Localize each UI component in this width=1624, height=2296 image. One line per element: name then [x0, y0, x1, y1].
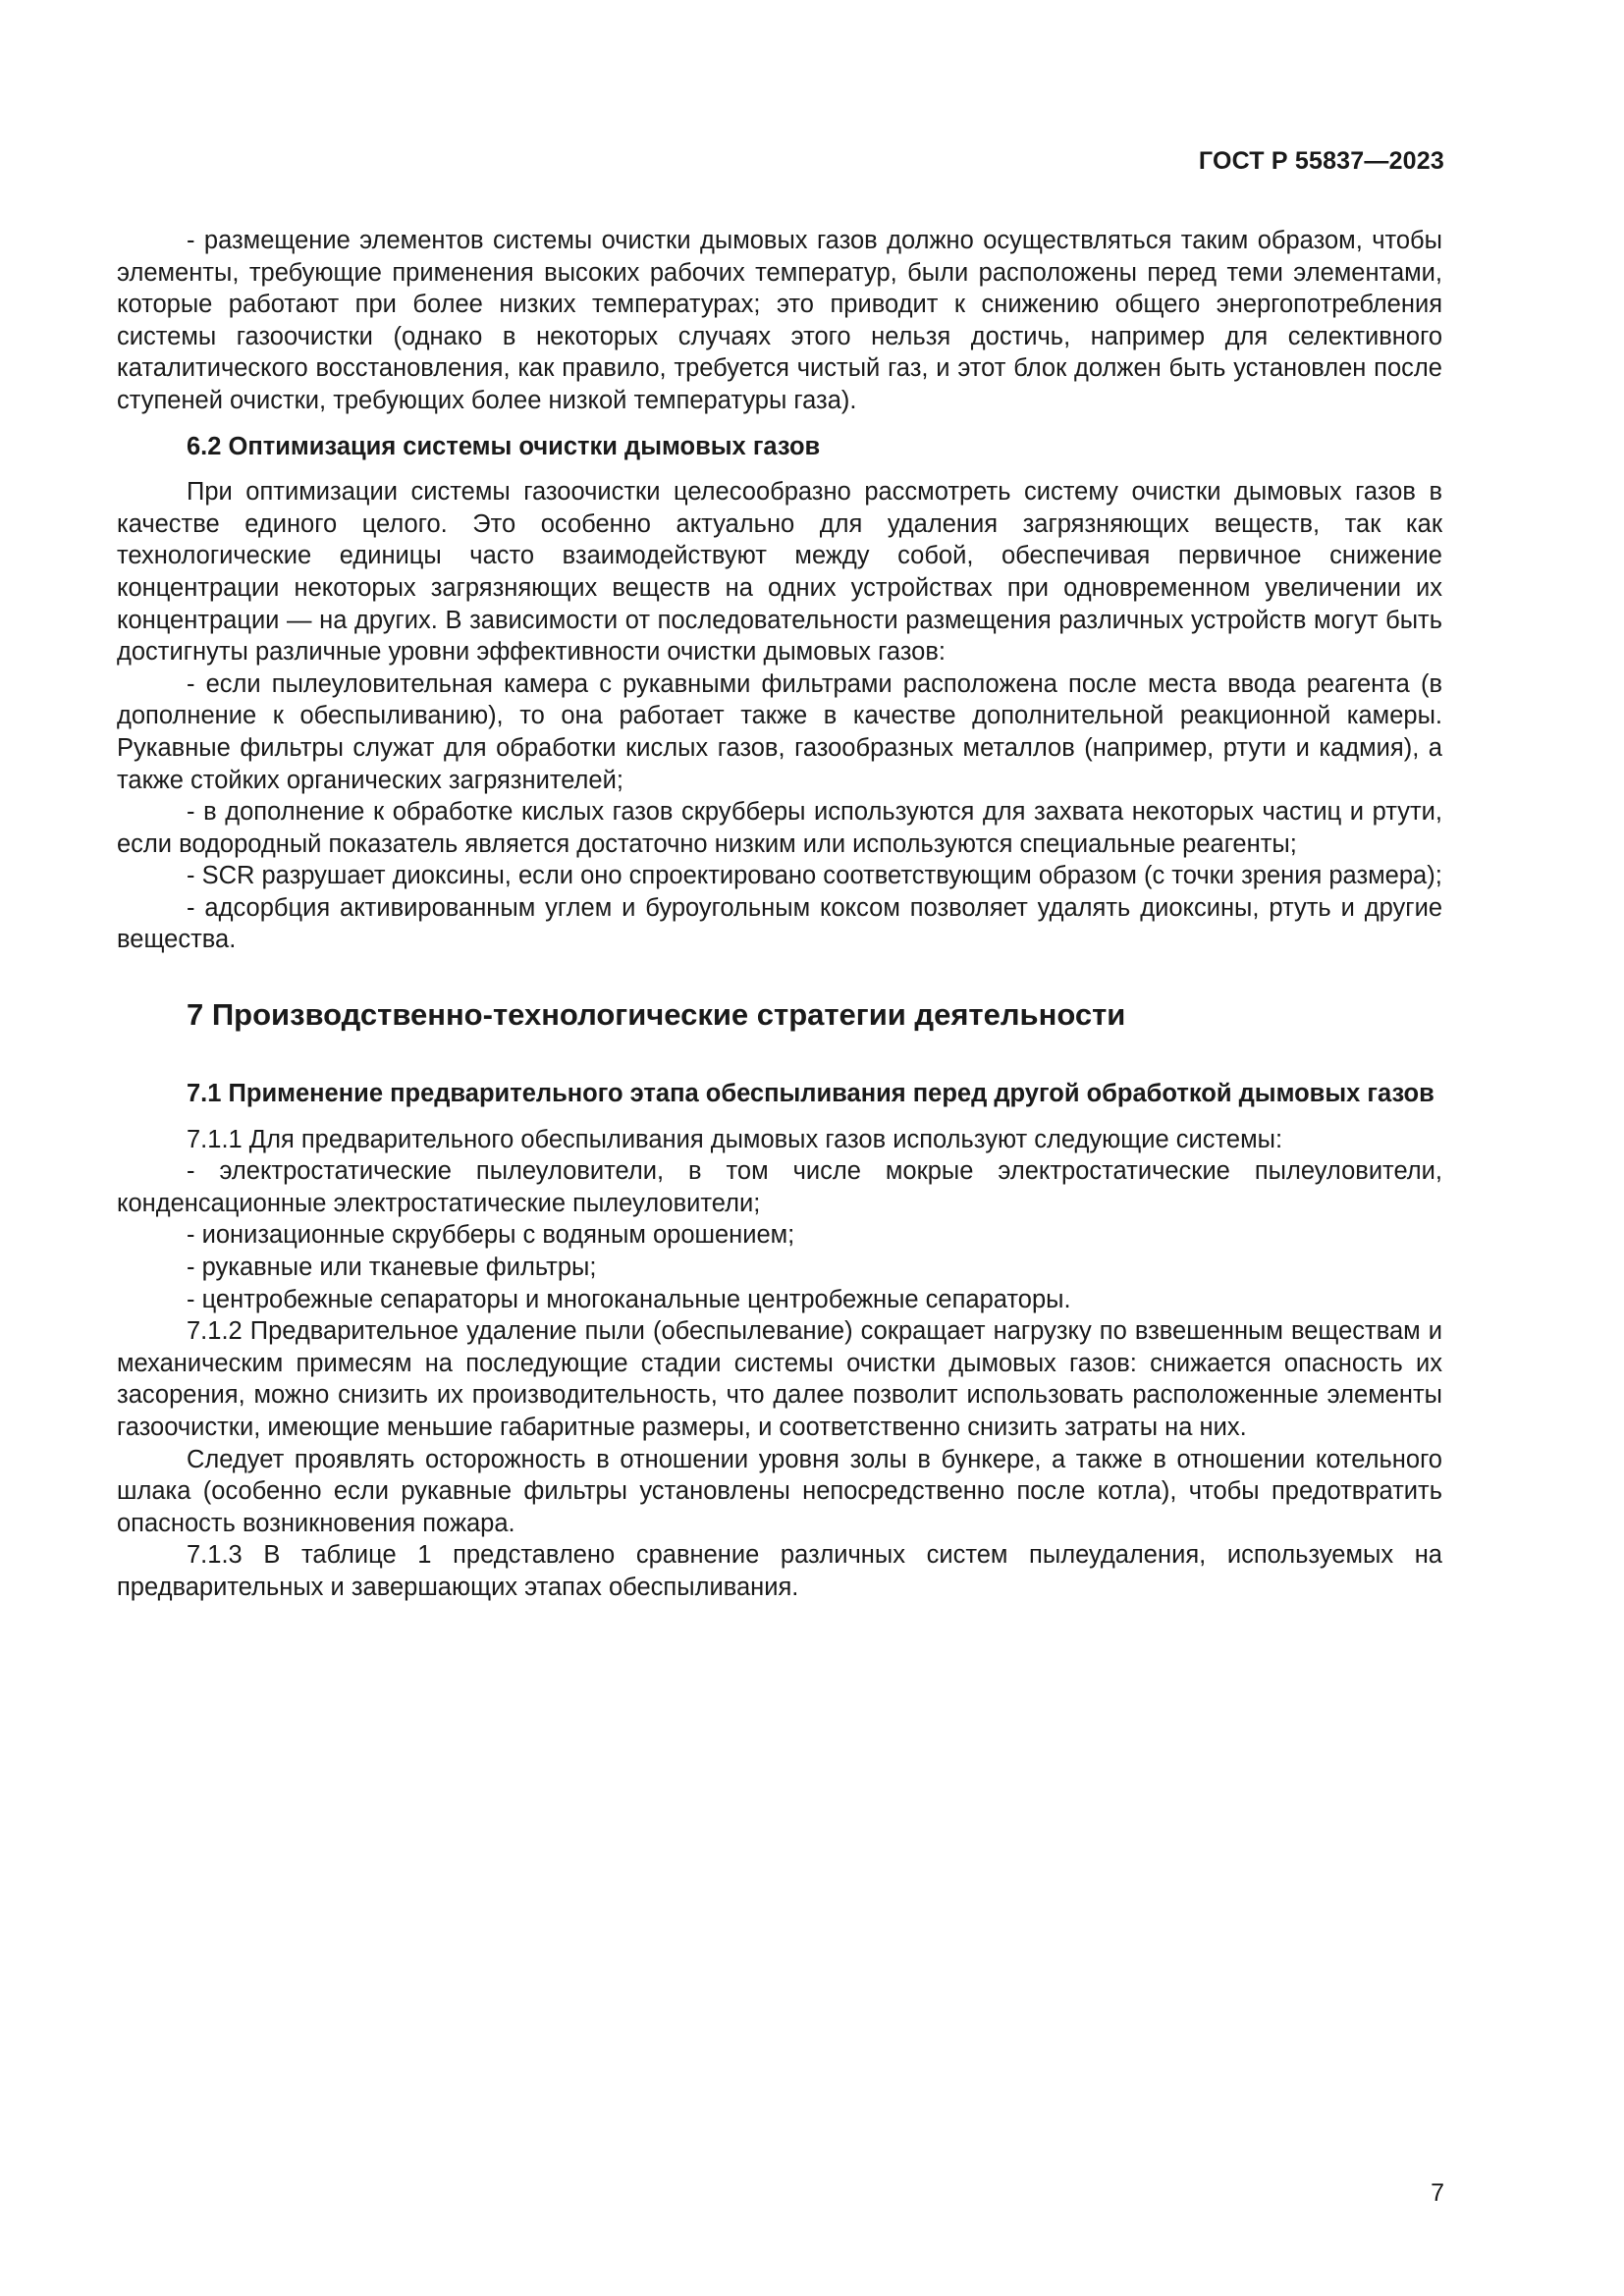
section-heading-7-1: 7.1 Применение предварительного этапа обеспыливания перед другой обработкой дымовых газов — [187, 1080, 1435, 1108]
list-item: - в дополнение к обработке кислых газов скрубберы используются для захвата некоторых частиц и ртути, если водородный показатель является достаточно низким или используются специальные реагенты; — [117, 798, 1442, 858]
page-number: 7 — [1431, 2179, 1444, 2207]
paragraph: 7.1.2 Предварительное удаление пыли (обеспылевание) сокращает нагрузку по взвешенным веществам и механическим примесям на последующие стадии системы очистки дымовых газов: снижается опасность их засорения, можно снизить их производительность, что далее позволит использовать расположенные элементы газоочистки, имеющие меньшие габаритные размеры, и соответственно снизить затраты на них. — [117, 1317, 1442, 1441]
paragraph: При оптимизации системы газоочистки целесообразно рассмотреть систему очистки дымовых газов в качестве единого целого. Это особенно актуально для удаления загрязняющих веществ, так как технологические единицы часто взаимодействуют между собой, обеспечивая первичное снижение концентрации некоторых загрязняющих веществ на одних устройствах при одновременном увеличении их концентрации — на других. В зависимости от последовательности размещения различных устройств могут быть достигнуты различные уровни эффективности очистки дымовых газов: — [117, 478, 1442, 667]
chapter-heading-7: 7 Производственно-технологические стратегии деятельности — [187, 997, 1126, 1033]
paragraph: - размещение элементов системы очистки дымовых газов должно осуществляться таким образом, чтобы элементы, требующие применения высоких рабочих температур, были расположены перед теми элементами, которые работают при более низких температурах; это приводит к снижению общего энергопотребления системы газоочистки (однако в некоторых случаях этого нельзя достичь, например для селективного каталитического восстановления, как правило, требуется чистый газ, и этот блок должен быть установлен после ступеней очистки, требующих более низкой температуры газа). — [117, 227, 1442, 414]
list-item: - рукавные или тканевые фильтры; — [187, 1254, 597, 1282]
document-code-header: ГОСТ Р 55837—2023 — [1198, 147, 1444, 175]
section-heading-6-2: 6.2 Оптимизация системы очистки дымовых газов — [187, 432, 821, 460]
paragraph: Следует проявлять осторожность в отношении уровня золы в бункере, а также в отношении котельного шлака (особенно если рукавные фильтры установлены непосредственно после котла), чтобы предотвратить опасность возникновения пожара. — [117, 1445, 1442, 1537]
paragraph: 7.1.3 В таблице 1 представлено сравнение различных систем пылеудаления, используемых на предварительных и завершающих этапах обеспыливания. — [117, 1541, 1442, 1601]
list-item: - центробежные сепараторы и многоканальные центробежные сепараторы. — [187, 1285, 1071, 1313]
list-item: - адсорбция активированным углем и буроугольным коксом позволяет удалять диоксины, ртуть и другие вещества. — [117, 893, 1442, 954]
list-item: - если пылеуловительная камера с рукавными фильтрами расположена после места ввода реагента (в дополнение к обеспыливанию), то она работает также в качестве дополнительной реакционной камеры. Рукавные фильтры служат для обработки кислых газов, газообразных металлов (например, ртути и кадмия), а также стойких органических загрязнителей; — [117, 669, 1442, 794]
document-body — [117, 225, 1442, 1604]
list-item: - электростатические пылеуловители, в том числе мокрые электростатические пылеуловители, конденсационные электростатические пылеуловители; — [117, 1157, 1442, 1217]
list-item: - SCR разрушает диоксины, если оно спроектировано соответствующим образом (с точки зрения размера); — [187, 862, 1442, 890]
paragraph: 7.1.1 Для предварительного обеспыливания дымовых газов используют следующие системы: — [187, 1125, 1283, 1153]
list-item: - ионизационные скрубберы с водяным орошением; — [187, 1221, 795, 1250]
